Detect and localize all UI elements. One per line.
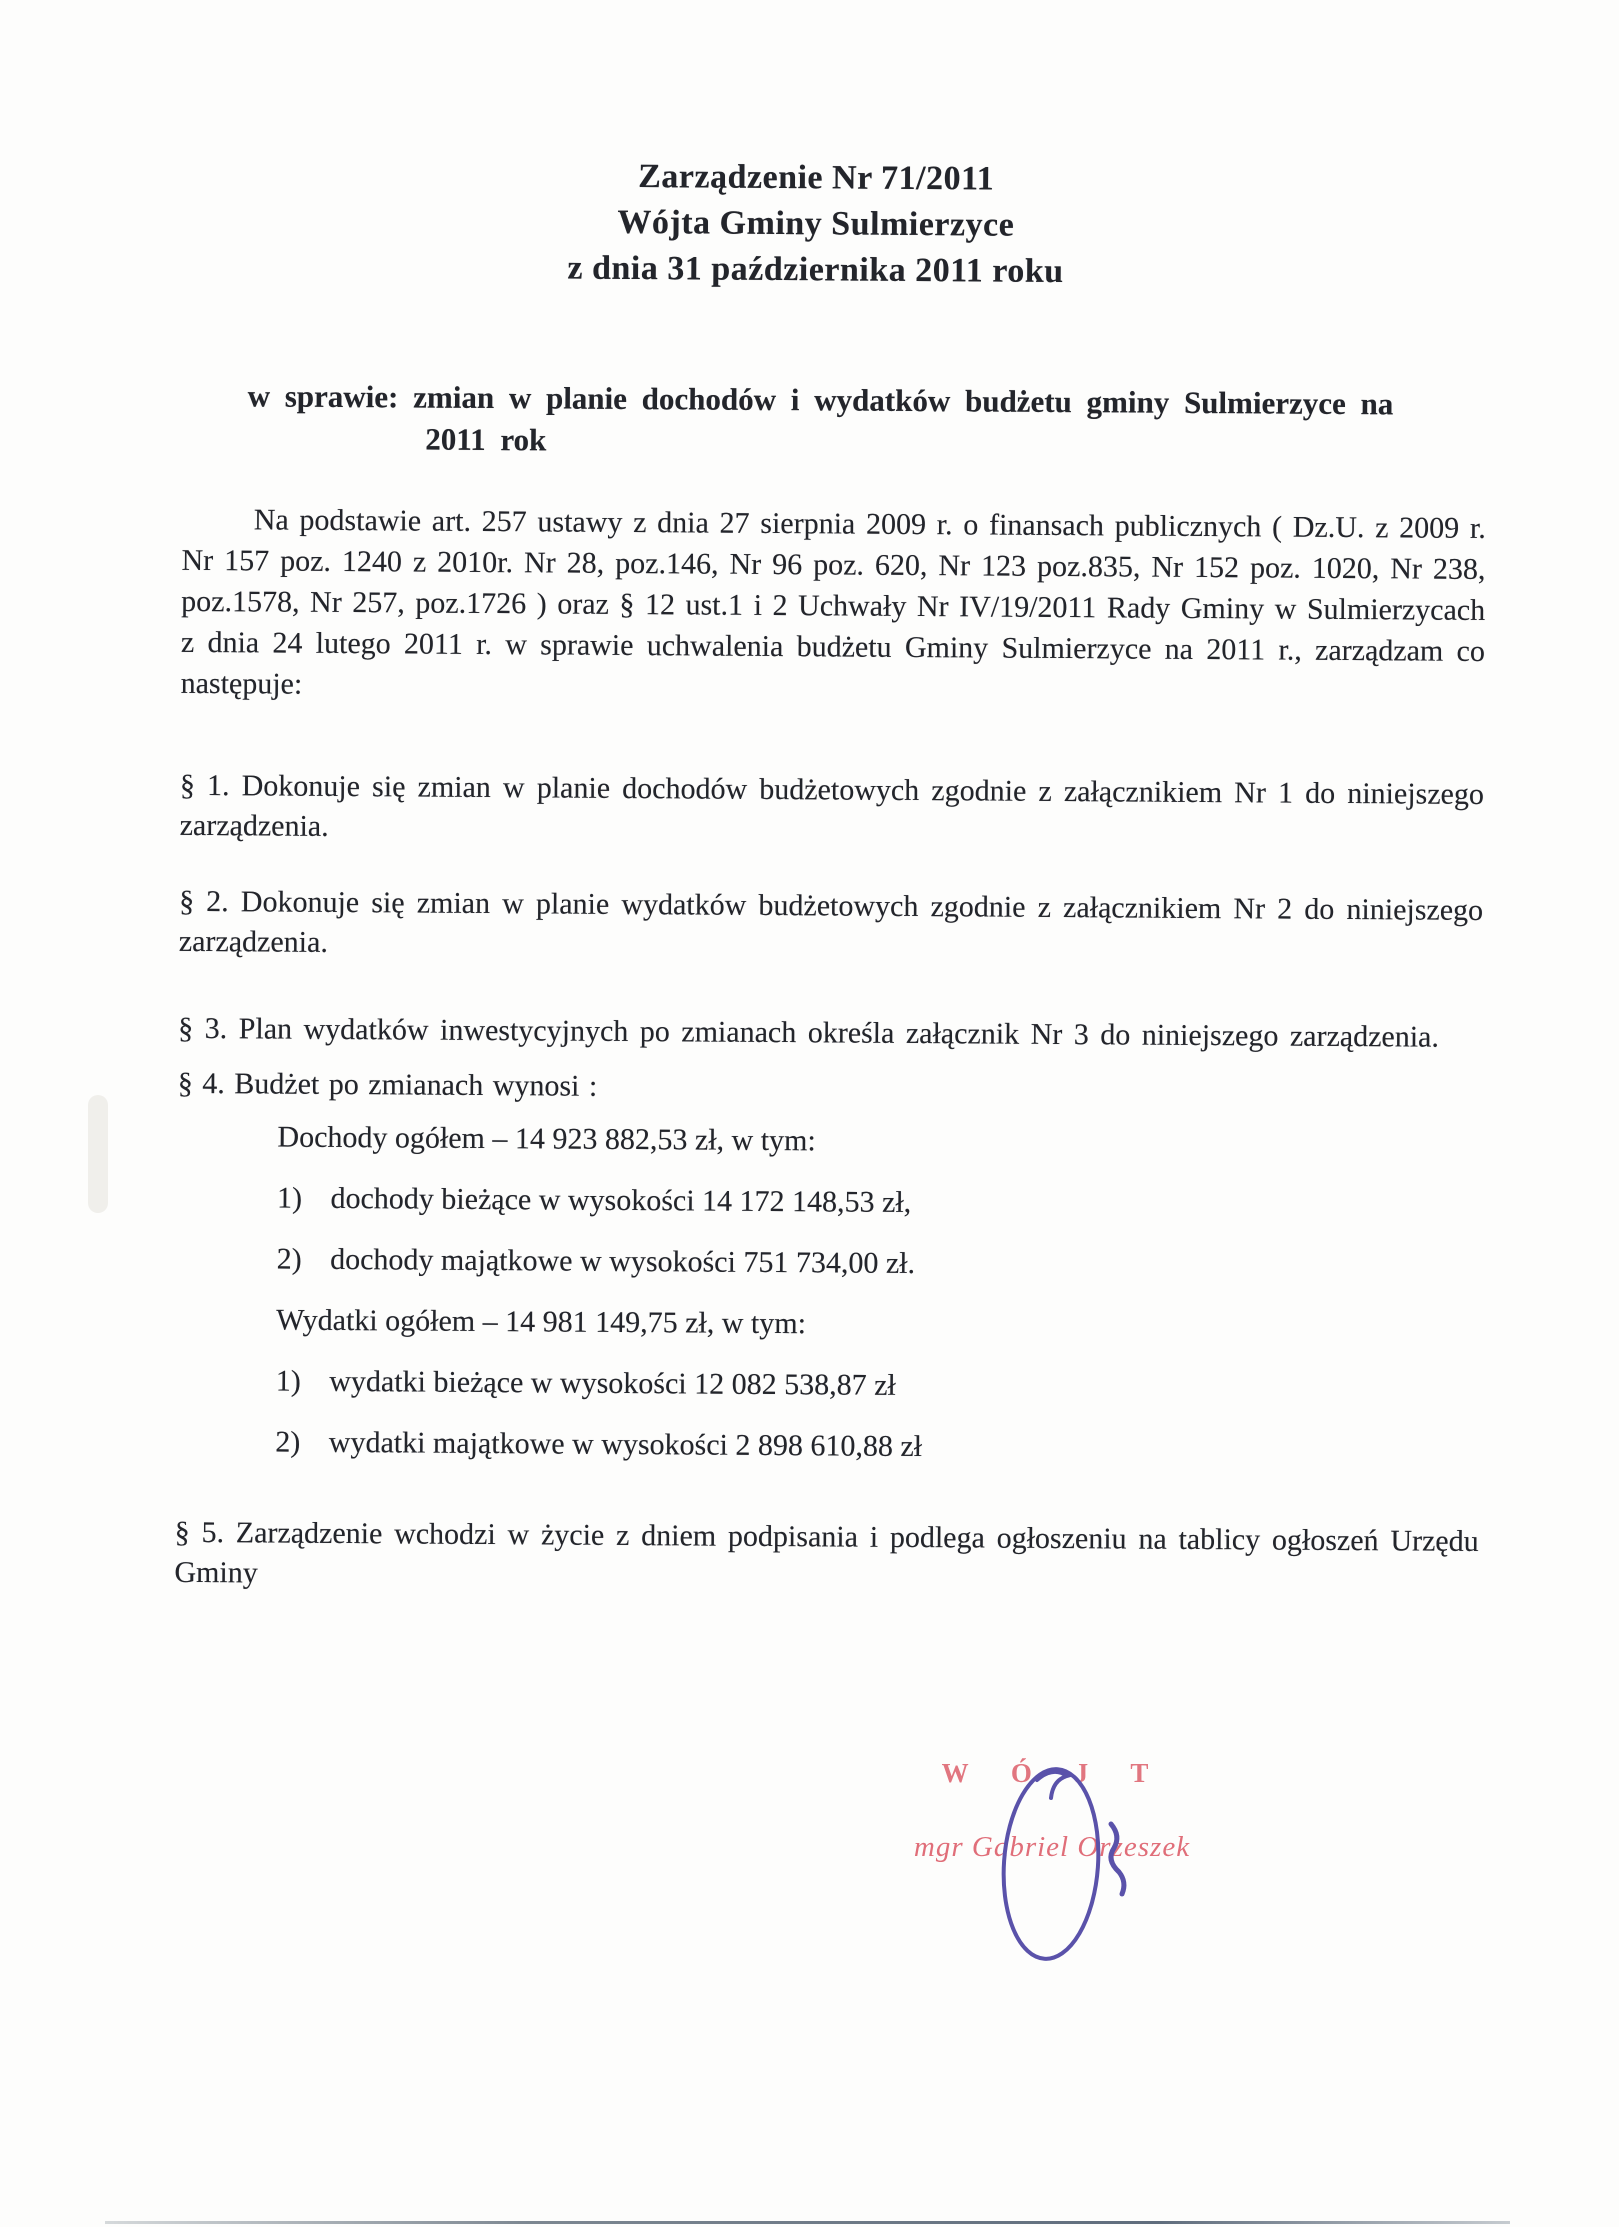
subject-paragraph [247, 375, 1487, 468]
legal-basis-paragraph: Na podstawie art. 257 ustawy z dnia 27 sierpnia 2009 r. o finansach publicznych ( Dz.U. z 2009 r. Nr 157 poz. 1240 z 2010r. Nr 28, poz.146, Nr 96 poz. 620, Nr 123 poz.835, Nr 152 poz. 1020, Nr 238, poz.1578, Nr 257, poz.1726 ) oraz § 12 ust.1 i 2 Uchwały Nr IV/19/2011 Rady Gminy w Sulmierzycach z dnia 24 lutego 2011 r. w sprawie uchwalenia budżetu Gminy Sulmierzyce na 2011 r., zarządzam co następuje: [180, 503, 1486, 701]
title-line-2: Wójta Gminy Sulmierzyce [617, 203, 1015, 244]
item-text: wydatki majątkowe w wysokości 2 898 610,88 zł [328, 1425, 923, 1464]
mayor-stamp [878, 1758, 1226, 1864]
budget-income-item-1 [277, 1182, 1481, 1224]
budget-income-item-2 [277, 1243, 1481, 1285]
title-line-3: z dnia 31 października 2011 roku [567, 249, 1064, 291]
subject-line-1: zmian w planie dochodów i wydatków budżetu gminy Sulmierzyce na [413, 379, 1394, 422]
section-paragraph-2: § 2. Dokonuje się zmian w planie wydatków budżetowych zgodnie z załącznikiem Nr 2 do niniejszego zarządzenia. [178, 884, 1484, 959]
subject-label: w sprawie: [247, 378, 399, 415]
item-number: 1) [276, 1181, 303, 1215]
stamp-title: W Ó J T [941, 1758, 1163, 1788]
scan-edge-line [105, 2221, 1510, 2224]
item-number: 2) [275, 1425, 301, 1459]
budget-expense-total: Wydatki ogółem – 14 981 149,75 zł, w tym: [276, 1303, 807, 1341]
item-number: 1) [275, 1364, 301, 1398]
section-paragraph-5: § 5. Zarządzenie wchodzi w życie z dniem podpisania i podlega ogłoszeniu na tablicy ogłoszeń Urzędu Gminy [174, 1515, 1479, 1590]
title-line-1: Zarządzenie Nr 71/2011 [638, 158, 995, 198]
budget-expense-item-2 [275, 1426, 1479, 1468]
scan-smudge [88, 1095, 108, 1213]
document-title [183, 151, 1448, 298]
subject-line-2: 2011 rok [425, 421, 547, 458]
item-number: 2) [276, 1242, 302, 1276]
stamp-name: mgr Gabriel Orzeszek [913, 1831, 1191, 1863]
item-text: wydatki bieżące w wysokości 12 082 538,87 zł [329, 1364, 896, 1402]
section-paragraph-3: § 3. Plan wydatków inwestycyjnych po zmianach określa załącznik Nr 3 do niniejszego zarządzenia. [178, 1011, 1440, 1054]
budget-income-total: Dochody ogółem – 14 923 882,53 zł, w tym: [277, 1120, 816, 1158]
budget-expense-item-1 [276, 1365, 1480, 1407]
item-text: dochody bieżące w wysokości 14 172 148,53 zł, [330, 1181, 912, 1219]
item-text: dochody majątkowe w wysokości 751 734,00 zł. [330, 1242, 916, 1280]
section-paragraph-1: § 1. Dokonuje się zmian w planie dochodów budżetowych zgodnie z załącznikiem Nr 1 do niniejszego zarządzenia. [179, 768, 1485, 843]
section-paragraph-4: § 4. Budżet po zmianach wynosi : [177, 1066, 598, 1103]
